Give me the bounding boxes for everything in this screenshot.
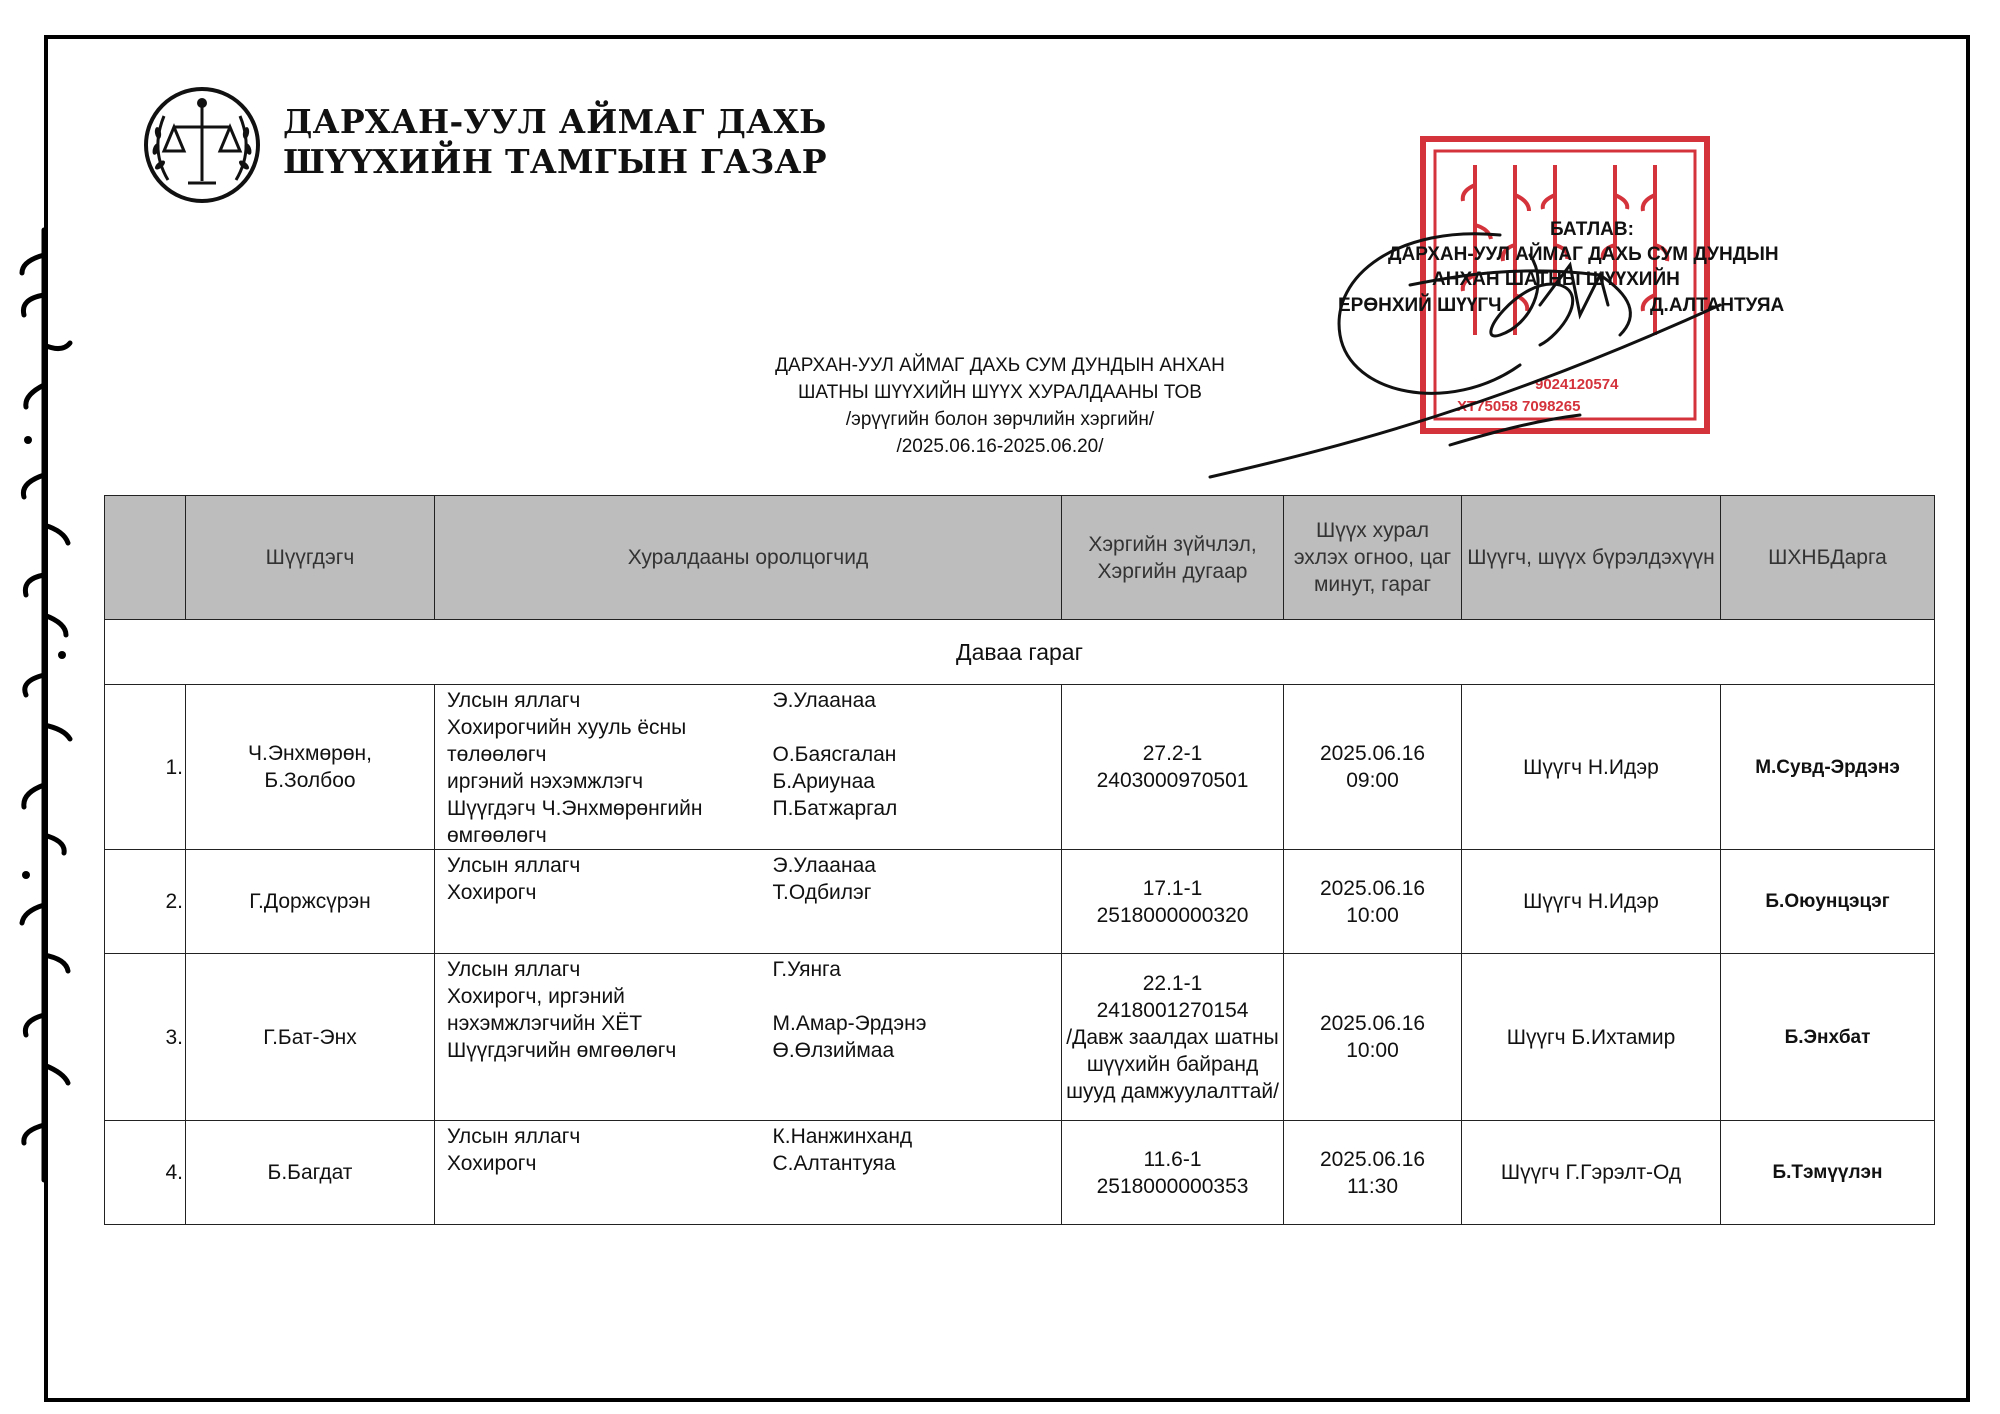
participant-names xyxy=(761,685,1062,850)
judge-cell: Шүүгч Н.Идэр xyxy=(1462,685,1721,850)
judge-cell: Шүүгч Г.Гэрэлт-Од xyxy=(1462,1121,1721,1225)
table-row xyxy=(105,1121,1935,1225)
secretary-cell: Б.Тэмүүлэн xyxy=(1721,1121,1935,1225)
row-number: 4. xyxy=(105,1121,186,1225)
case-article: 11.6-1 xyxy=(1143,1147,1202,1171)
judge-cell: Шүүгч Б.Ихтамир xyxy=(1462,954,1721,1121)
participant-name: Э.Улаанаа xyxy=(772,854,876,877)
participant-name: Б.Ариунаа xyxy=(772,770,875,793)
header-secretary: ШХНБДарга xyxy=(1721,496,1935,620)
participant-names xyxy=(761,850,1062,954)
participant-name: С.Алтантуяа xyxy=(772,1152,896,1175)
participant-role: Улсын яллагч xyxy=(447,958,581,981)
case-note: /Давж заалдах шатны шүүхийн байранд шууд дамжуулалттай/ xyxy=(1066,1025,1279,1103)
table-header-row xyxy=(105,496,1935,620)
participant-name: К.Нанжинханд xyxy=(772,1125,913,1148)
defendant-cell xyxy=(186,850,435,954)
case-article: 17.1-1 xyxy=(1142,876,1203,900)
datetime-cell xyxy=(1284,850,1462,954)
header-case: Хэргийн зүйчлэл, Хэргийн дугаар xyxy=(1062,496,1284,620)
approval-label: БАТЛАВ: xyxy=(1550,219,1634,240)
stamp-number-2: ХТ75058 7098265 xyxy=(1457,398,1581,415)
participant-role: Улсын яллагч xyxy=(447,1125,581,1148)
row-number: 1. xyxy=(105,685,186,850)
case-cell xyxy=(1062,954,1284,1121)
table-row xyxy=(105,954,1935,1121)
approval-position: ЕРӨНХИЙ ШҮҮГЧ xyxy=(1338,295,1502,316)
organization-name xyxy=(283,102,827,182)
row-number: 3. xyxy=(105,954,186,1121)
defendant-cell xyxy=(186,1121,435,1225)
hearing-schedule-table xyxy=(104,495,1935,1225)
hearing-time: 11:30 xyxy=(1347,1174,1399,1198)
header-number xyxy=(105,496,186,620)
table-row xyxy=(105,850,1935,954)
header-judge: Шүүгч, шүүх бүрэлдэхүүн xyxy=(1462,496,1721,620)
participant-name: П.Батжаргал xyxy=(772,797,898,820)
participant-roles xyxy=(435,954,761,1121)
header-datetime: Шүүх хурал эхлэх огноо, цаг минут, гараг xyxy=(1284,496,1462,620)
participant-name: Э.Улаанаа xyxy=(772,689,876,712)
case-number: 2518000000320 xyxy=(1096,903,1249,927)
participant-role: Улсын яллагч xyxy=(447,854,581,877)
stamp-number-1: 9024120574 xyxy=(1535,376,1619,393)
approval-court-line2: АНХАН ШАТНЫ ШҮҮХИЙН xyxy=(1432,269,1680,290)
participant-role: Хохирогч xyxy=(447,1152,537,1175)
court-emblem-logo xyxy=(138,85,266,205)
datetime-cell xyxy=(1284,954,1462,1121)
case-number: 2418001270154 xyxy=(1096,998,1249,1022)
participant-roles xyxy=(435,1121,761,1225)
hearing-date: 2025.06.16 xyxy=(1319,1147,1426,1171)
hearing-date: 2025.06.16 xyxy=(1319,876,1426,900)
participant-role: Улсын яллагч xyxy=(447,689,581,712)
day-row xyxy=(105,620,1935,685)
title-line1: ДАРХАН-УУЛ АЙМАГ ДАХЬ СУМ ДУНДЫН АНХАН xyxy=(775,355,1225,376)
secretary-cell: М.Сувд-Эрдэнэ xyxy=(1721,685,1935,850)
participant-name xyxy=(773,714,1056,741)
case-cell xyxy=(1062,685,1284,850)
hearing-date: 2025.06.16 xyxy=(1319,1012,1426,1035)
mongolian-script-margin xyxy=(0,225,86,1185)
participant-role: иргэний нэхэмжлэгч xyxy=(447,770,644,793)
title-line4: /2025.06.16-2025.06.20/ xyxy=(896,436,1104,457)
participant-name: Т.Одбилэг xyxy=(772,881,872,904)
approval-court-line1: ДАРХАН-УУЛ АЙМАГ ДАХЬ СУМ ДУНДЫН xyxy=(1388,244,1779,265)
defendant-name: Б.Багдат xyxy=(267,1161,353,1184)
defendant-cell xyxy=(186,954,435,1121)
day-label: Даваа гараг xyxy=(105,620,1935,685)
participant-name: О.Баясгалан xyxy=(772,743,897,766)
participant-name xyxy=(773,983,1056,1010)
participant-role: Хохирогчийн хууль ёсны төлөөлөгч xyxy=(447,716,687,766)
participant-name: Ө.Өлзиймаа xyxy=(772,1039,895,1062)
judge-cell: Шүүгч Н.Идэр xyxy=(1462,850,1721,954)
hearing-time: 10:00 xyxy=(1346,1039,1399,1062)
participant-role: Хохирогч xyxy=(447,881,537,904)
defendant-name: Г.Бат-Энх xyxy=(263,1025,357,1049)
document-title xyxy=(700,352,1300,460)
participant-names xyxy=(761,954,1062,1121)
title-line2: ШАТНЫ ШҮҮХИЙН ШҮҮХ ХУРАЛДААНЫ ТОВ xyxy=(797,382,1202,403)
participant-name: М.Амар-Эрдэнэ xyxy=(772,1012,927,1035)
participant-role: Шүүгдэгч Ч.Энхмөрөнгийн өмгөөлөгч xyxy=(447,797,703,847)
case-number: 2403000970501 xyxy=(1096,769,1249,792)
participant-role: Хохирогч, иргэний нэхэмжлэгчийн ХЁТ xyxy=(447,985,643,1035)
participant-names xyxy=(761,1121,1062,1225)
case-cell xyxy=(1062,850,1284,954)
case-cell xyxy=(1062,1121,1284,1225)
case-number: 2518000000353 xyxy=(1096,1174,1249,1198)
hearing-date: 2025.06.16 xyxy=(1319,742,1426,765)
participant-name: Г.Уянга xyxy=(772,958,841,981)
table-row xyxy=(105,685,1935,850)
secretary-cell: Б.Энхбат xyxy=(1721,954,1935,1121)
secretary-cell: Б.Оюунцэцэг xyxy=(1721,850,1935,954)
approval-signer-name: Д.АЛТАНТУЯА xyxy=(1650,295,1785,316)
header-defendant: Шүүгдэгч xyxy=(186,496,435,620)
datetime-cell xyxy=(1284,685,1462,850)
datetime-cell xyxy=(1284,1121,1462,1225)
defendant-name: Г.Доржсүрэн xyxy=(249,890,371,913)
defendant-cell xyxy=(186,685,435,850)
defendant-name: Б.Золбоо xyxy=(264,769,356,792)
defendant-name: Ч.Энхмөрөн, xyxy=(248,742,372,765)
organization-name-line1: ДАРХАН-УУЛ АЙМАГ ДАХЬ xyxy=(283,102,827,141)
participant-roles xyxy=(435,685,761,850)
participant-roles xyxy=(435,850,761,954)
row-number: 2. xyxy=(105,850,186,954)
title-line3: /эрүүгийн болон зөрчлийн хэргийн/ xyxy=(845,409,1155,430)
header-participants: Хуралдааны оролцогчид xyxy=(435,496,1062,620)
case-article: 27.2-1 xyxy=(1142,742,1203,765)
hearing-time: 10:00 xyxy=(1346,903,1399,927)
hearing-time: 09:00 xyxy=(1346,769,1399,792)
organization-name-line2: ШҮҮХИЙН ТАМГЫН ГАЗАР xyxy=(283,142,827,181)
participant-role: Шүүгдэгчийн өмгөөлөгч xyxy=(447,1039,677,1062)
case-article: 22.1-1 xyxy=(1142,971,1203,995)
